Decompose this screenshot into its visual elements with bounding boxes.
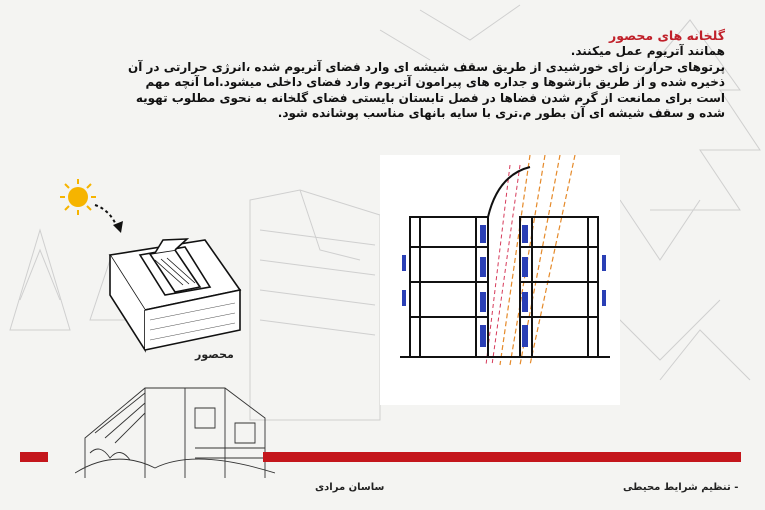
sun-icon (60, 179, 96, 215)
body-line: ذخیره شده و از طریق بازشوها و جداره های پیرامون آتریوم وارد فضای داخلی میشود.اما آنچه مهم (145, 75, 725, 89)
accent-bar-left (20, 452, 48, 462)
body-line: است برای ممانعت از گرم شدن فضاها در فصل تابستان بایستی فضای گلخانه به نحوی مطلوب تهویه (135, 90, 725, 105)
body-line: همانند آتریوم عمل میکنند. (570, 44, 725, 58)
body-line: شده و سقف شیشه ای آن بطور م.تری با سایه بانهای مناسب پوشانده شود. (277, 106, 725, 120)
diagram-caption: محصور (195, 348, 234, 361)
atrium-section-drawing (380, 155, 620, 405)
greenhouse-block-diagram (55, 175, 250, 365)
building-section-panel (380, 155, 620, 405)
footer-course: - تنظیم شرایط محیطی (623, 482, 739, 493)
content-text (127, 28, 725, 122)
footer-author: ساسان مرادی (315, 482, 385, 493)
body-line: پرتوهای حرارت زای خورشیدی از طریق سقف شیشه ای وارد فضای آتریوم شده ،انرژی حرارتی در آن (127, 59, 725, 74)
greenhouse-house-sketch (75, 378, 275, 483)
accent-bar-right (263, 452, 741, 462)
section-title: گلخانه های محصور (609, 28, 725, 43)
